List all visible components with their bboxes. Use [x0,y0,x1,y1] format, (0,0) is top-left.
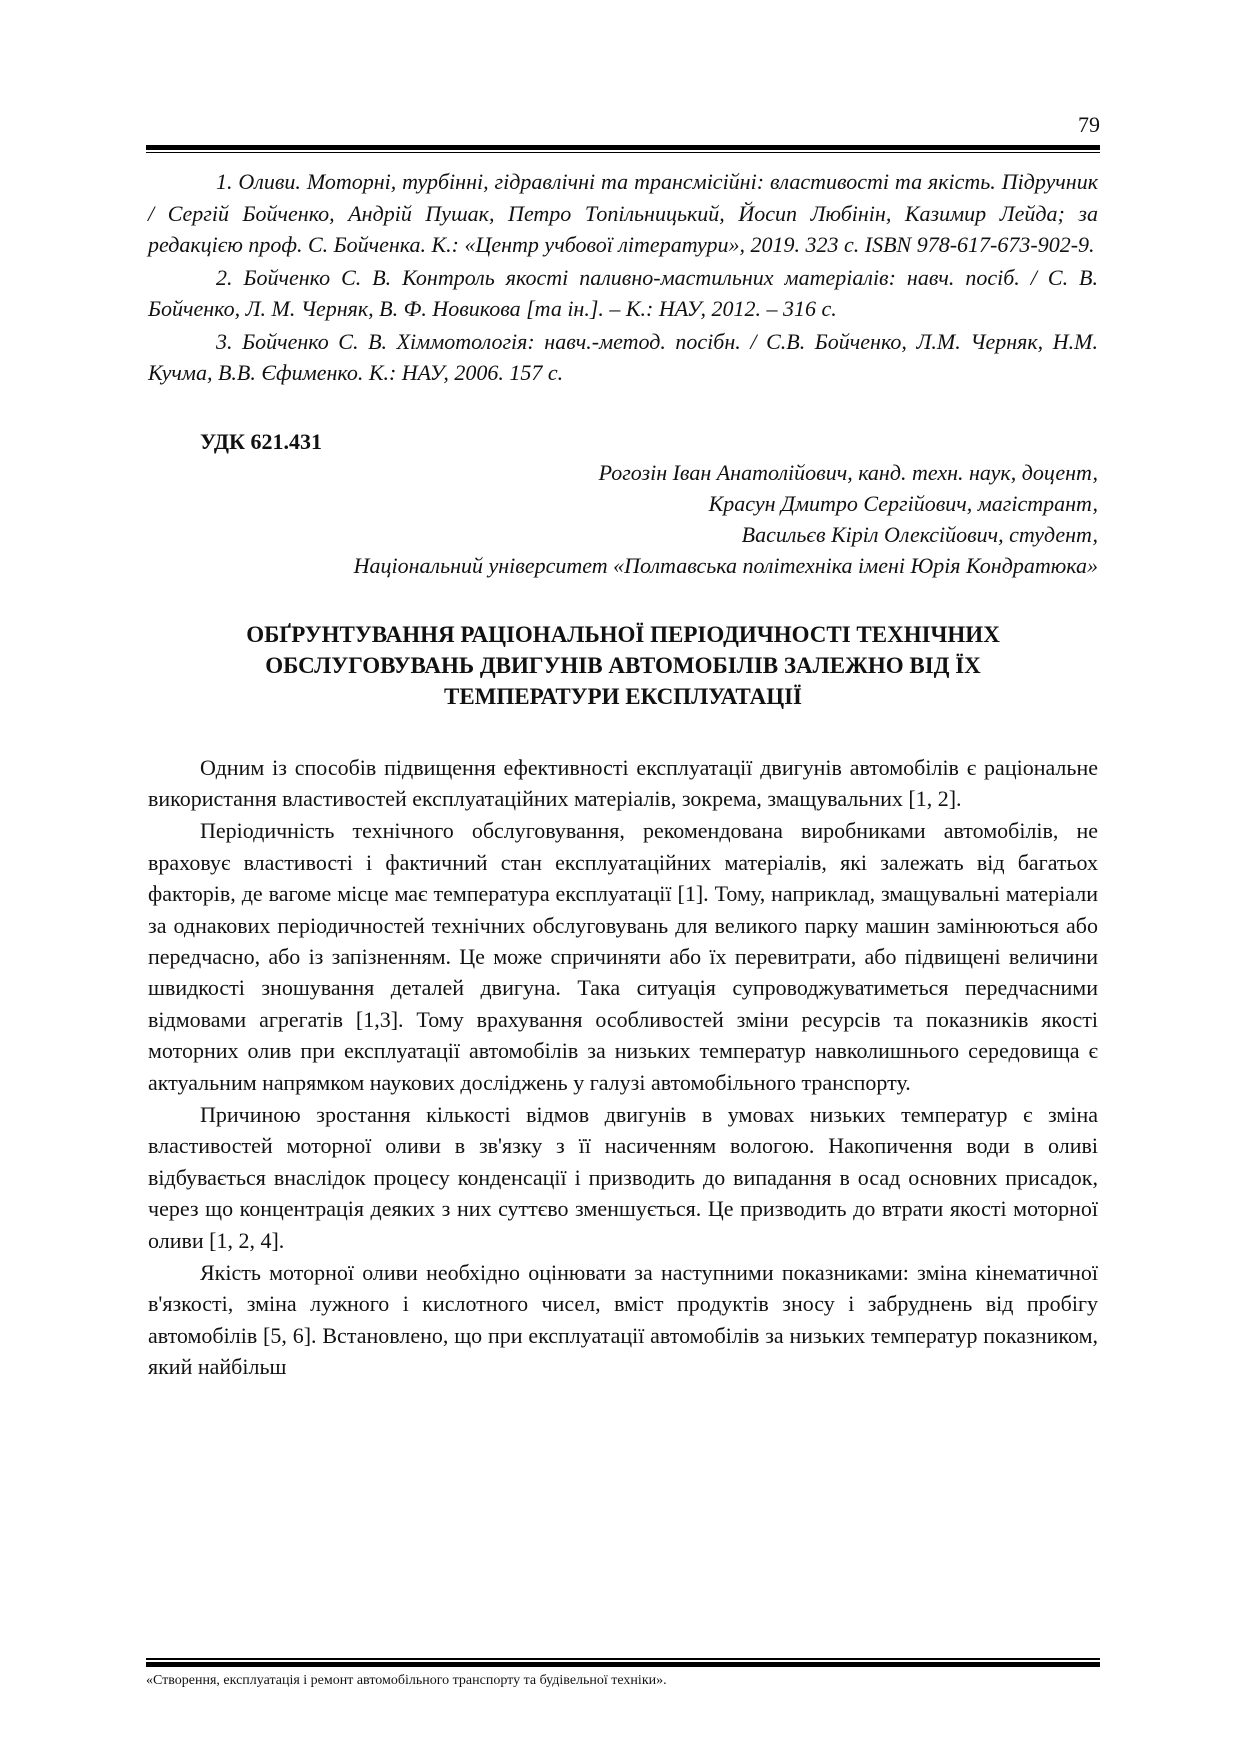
author-line: Красун Дмитро Сергійович, магістрант, [708,490,1098,516]
body-paragraph: Причиною зростання кількості відмов двигунів в умовах низьких температур є зміна властивостей моторної оливи в зв'язку з її насиченням вологою. Накопичення води в оливі відбувається внаслідок процесу конденсації і призводить до випадання в осад основних присадок, через що концентрація деяких з них суттєво зменшується. Це призводить до втрати якості моторної оливи [1, 2, 4]. [148,1101,1098,1253]
author-block [148,457,1098,581]
udc-code: УДК 621.431 [200,428,323,454]
author-line: Рогозін Іван Анатолійович, канд. техн. наук, доцент, [598,459,1098,485]
body-paragraph: Якість моторної оливи необхідно оцінювати за наступними показниками: зміна кінематичної в'язкості, зміна лужного і кислотного чисел, вміст продуктів зносу і забруднень від пробігу автомобілів [5, 6]. Встановлено, що при експлуатації автомобілів за низьких температур показником, який найбільш [148,1260,1098,1380]
header-rule [146,145,1100,153]
body-paragraph: Одним із способів підвищення ефективності експлуатації двигунів автомобілів є раціональне використання властивостей експлуатаційних матеріалів, зокрема, змащувальних [1, 2]. [148,754,1098,811]
page-content [148,166,1098,1384]
author-line: Васильєв Кіріл Олексійович, студент, [741,521,1098,547]
body-paragraph: Періодичність технічного обслуговування, рекомендована виробниками автомобілів, не враховує властивості і фактичний стан експлуатаційних матеріалів, які залежать від багатьох факторів, де вагоме місце має температура експлуатації [1]. Тому, наприклад, змащувальні матеріали за однакових періодичностей технічних обслуговувань для великого парку машин замінюються або передчасно, або із запізненням. Це може спричиняти або їх перевитрати, або підвищені величини швидкості зношування деталей двигуна. Така ситуація супроводжуватиметься передчасними відмовами агрегатів [1,3]. Тому врахування особливостей зміни ресурсів та показників якості моторних олив при експлуатації автомобілів за низьких температур навколишнього середовища є актуальним напрямком наукових досліджень у галузі автомобільного транспорту. [148,818,1098,1095]
article-body [148,752,1098,1383]
running-footer: «Створення, експлуатація і ремонт автомобільного транспорту та будівельної техніки». [146,1673,667,1688]
title-line: ОБСЛУГОВУВАНЬ ДВИГУНІВ АВТОМОБІЛІВ ЗАЛЕЖНО ВІД ЇХ [265,652,981,678]
title-line: ОБҐРУНТУВАННЯ РАЦІОНАЛЬНОЇ ПЕРІОДИЧНОСТІ ТЕХНІЧНИХ [246,621,1000,647]
reference-list [148,166,1098,389]
article-title [148,619,1098,712]
reference-item: 1. Оливи. Моторні, турбінні, гідравлічні та трансмісійні: властивості та якість. Підручник / Сергій Бойченко, Андрій Пушак, Петро Топільницький, Йосип Любінін, Казимир Лейда; за редакцією проф. С. Бойченка. К.: «Центр учбової літератури», 2019. 323 с. ISBN 978-617-673-902-9. [148,169,1098,257]
page-number: 79 [1078,112,1100,137]
footer-rule [146,1658,1100,1667]
reference-item: 3. Бойченко С. В. Хіммотологія: навч.-метод. посібн. / С.В. Бойченко, Л.М. Черняк, Н.М. Кучма, В.В. Єфименко. К.: НАУ, 2006. 157 с. [148,328,1098,385]
reference-item: 2. Бойченко С. В. Контроль якості паливно-мастильних матеріалів: навч. посіб. / С. В. Бойченко, Л. М. Черняк, В. Ф. Новикова [та ін.]. – К.: НАУ, 2012. – 316 с. [148,264,1098,321]
affiliation: Національний університет «Полтавська політехніка імені Юрія Кондратюка» [353,552,1098,578]
title-line: ТЕМПЕРАТУРИ ЕКСПЛУАТАЦІЇ [444,683,802,709]
